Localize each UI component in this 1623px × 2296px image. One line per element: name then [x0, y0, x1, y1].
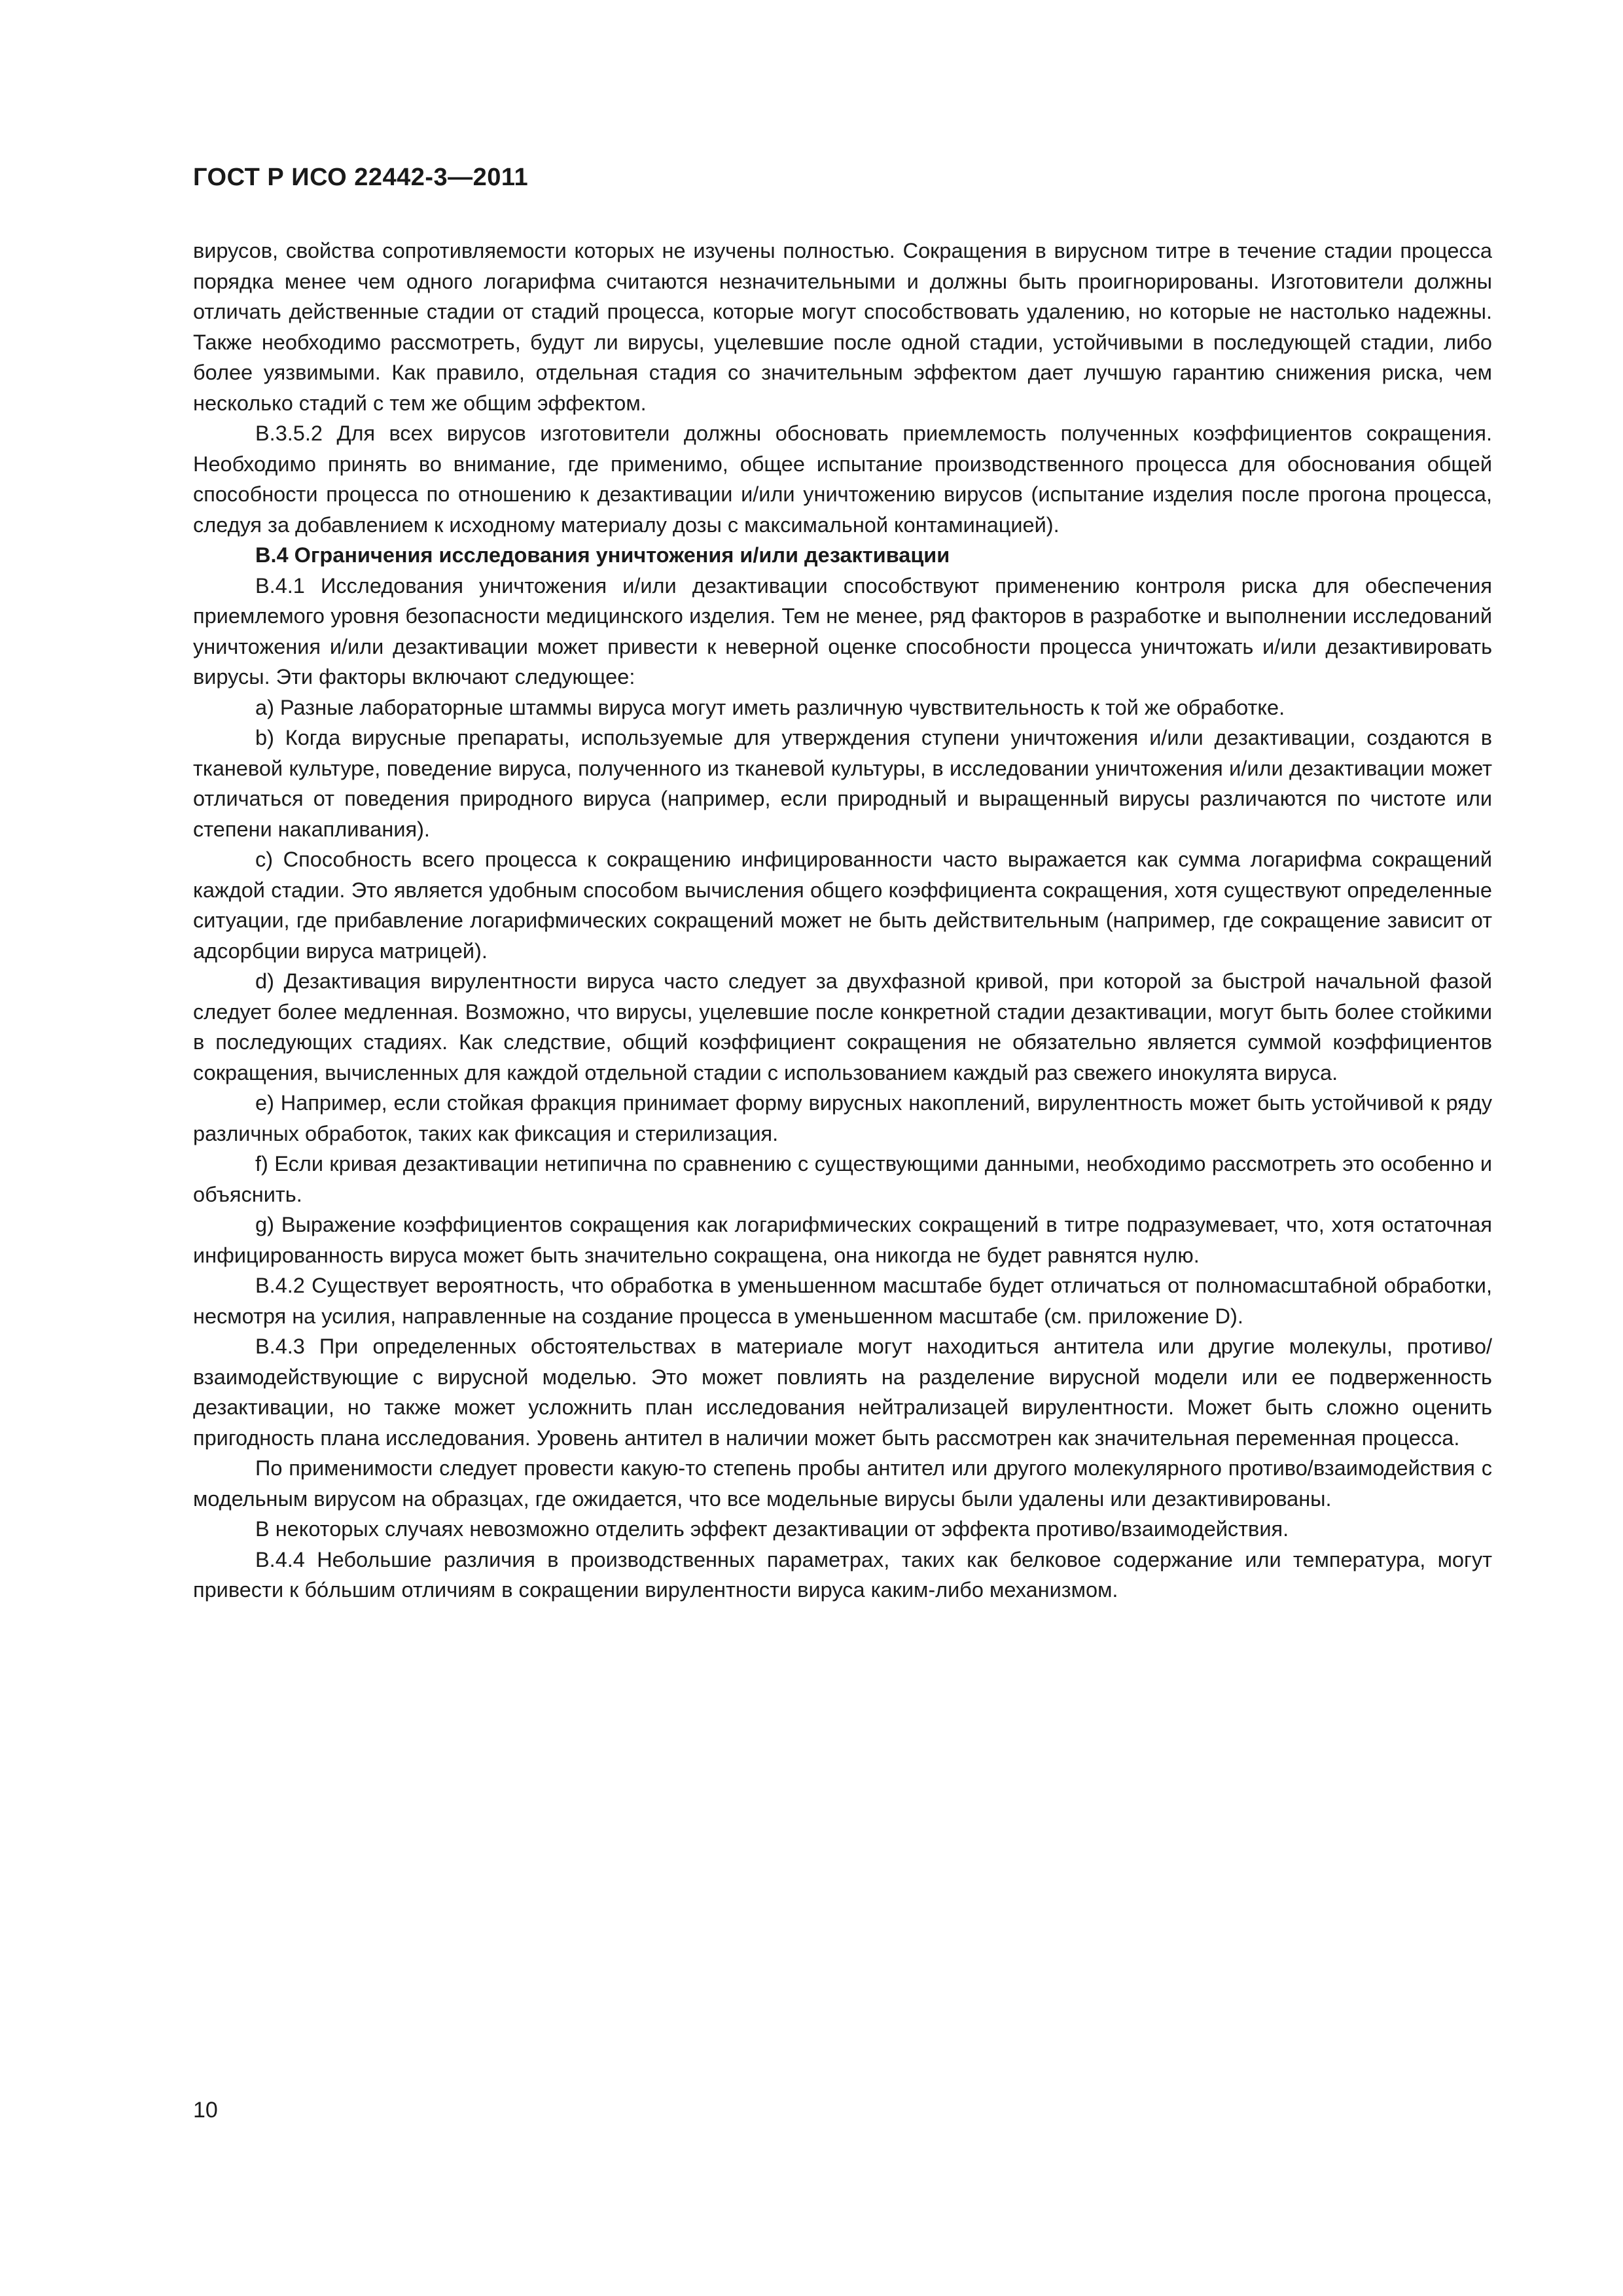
list-item-e: e) Например, если стойкая фракция принимает форму вирусных накоплений, вирулентность может быть устойчивой к ряду различных обработок, таких как фиксация и стерилизация.	[193, 1091, 1492, 1145]
paragraph-b-4-4: В.4.4 Небольшие различия в производственных параметрах, таких как белковое содержание или температура, могут привести к бо́льшим отличиям в сокращении вирулентности вируса каким-либо механизмом.	[193, 1547, 1492, 1602]
list-item-f: f) Если кривая дезактивации нетипична по сравнению с существующими данными, необходимо рассмотреть это особенно и объяснить.	[193, 1152, 1492, 1206]
page-number: 10	[193, 2098, 218, 2123]
list-item-g: g) Выражение коэффициентов сокращения как логарифмических сокращений в титре подразумевает, что, хотя остаточная инфицированность вируса может быть значительно сокращена, она никогда не будет равнятся нулю.	[193, 1213, 1492, 1267]
paragraph-b-4-3: В.4.3 При определенных обстоятельствах в материале могут находиться антитела или другие молекулы, противо/взаимодействующие с вирусной моделью. Это может повлиять на разделение вирусной модели или ее подверженность дезактивации, но также может усложнить план исследования нейтрализацей вирулентности. Может быть сложно оценить пригодность плана исследования. Уровень антител в наличии может быть рассмотрен как значительная переменная процесса.	[193, 1335, 1492, 1450]
section-heading-b-4: В.4 Ограничения исследования уничтожения и/или дезактивации	[255, 543, 950, 567]
list-item-b: b) Когда вирусные препараты, используемые для утверждения ступени уничтожения и/или дезактивации, создаются в тканевой культуре, поведение вируса, полученного из тканевой культуры, в исследовании уничтожения и/или дезактивации может отличаться от поведения природного вируса (например, если природный и выращенный вирусы различаются по чистоте или степени накапливания).	[193, 726, 1492, 841]
paragraph-applicability: По применимости следует провести какую-то степень пробы антител или другого молекулярного противо/взаимодействия с модельным вирусом на образцах, где ожидается, что все модельные вирусы были удалены или дезактивированы.	[193, 1456, 1492, 1511]
list-item-a: a) Разные лабораторные штаммы вируса могут иметь различную чувствительность к той же обработке.	[255, 695, 1285, 719]
paragraph-continuation: вирусов, свойства сопротивляемости которых не изучены полностью. Сокращения в вирусном титре в течение стадии процесса порядка менее чем одного логарифма считаются незначительными и должны быть проигнорированы. Изготовители должны отличать действенные стадии от стадий процесса, которые могут способствовать удалению, но которые не настолько надежны. Также необходимо рассмотреть, будут ли вирусы, уцелевшие после одной стадии, устойчивыми в последующей стадии, либо более уязвимыми. Как правило, отдельная стадия со значительным эффектом дает лучшую гарантию снижения риска, чем несколько стадий с тем же общим эффектом.	[193, 239, 1492, 415]
document-header: ГОСТ Р ИСО 22442-3—2011	[193, 164, 529, 191]
paragraph-b-4-1: В.4.1 Исследования уничтожения и/или дезактивации способствуют применению контроля риска для обеспечения приемлемого уровня безопасности медицинского изделия. Тем не менее, ряд факторов в разработке и выполнении исследований уничтожения и/или дезактивации может привести к неверной оценке способности процесса уничтожать и/или дезактивировать вирусы. Эти факторы включают следующее:	[193, 573, 1492, 689]
paragraph-b-3-5-2: В.3.5.2 Для всех вирусов изготовители должны обосновать приемлемость полученных коэффициентов сокращения. Необходимо принять во внимание, где применимо, общее испытание производственного процесса для обоснования общей способности процесса по отношению к дезактивации и/или уничтожению вирусов (испытание изделия после прогона процесса, следуя за добавлением к исходному материалу дозы с максимальной контаминацией).	[193, 422, 1492, 537]
paragraph-b-4-2: В.4.2 Существует вероятность, что обработка в уменьшенном масштабе будет отличаться от полномасштабной обработки, несмотря на усилия, направленные на создание процесса в уменьшенном масштабе (см. приложение D).	[193, 1274, 1492, 1328]
list-item-d: d) Дезактивация вирулентности вируса часто следует за двухфазной кривой, при которой за быстрой начальной фазой следует более медленная. Возможно, что вирусы, уцелевшие после конкретной стадии дезактивации, могут быть более стойкими в последующих стадиях. Как следствие, общий коэффициент сокращения не обязательно является суммой коэффициентов сокращения, вычисленных для каждой отдельной стадии с использованием каждый раз свежего инокулята вируса.	[193, 969, 1492, 1085]
paragraph-some-cases: В некоторых случаях невозможно отделить эффект дезактивации от эффекта противо/взаимодействия.	[255, 1517, 1289, 1541]
list-item-c: c) Способность всего процесса к сокращению инфицированности часто выражается как сумма логарифма сокращений каждой стадии. Это является удобным способом вычисления общего коэффициента сокращения, хотя существуют определенные ситуации, где прибавление логарифмических сокращений может не быть действительным (например, где сокращение зависит от адсорбции вируса матрицей).	[193, 848, 1492, 963]
document-body	[193, 236, 1492, 1605]
